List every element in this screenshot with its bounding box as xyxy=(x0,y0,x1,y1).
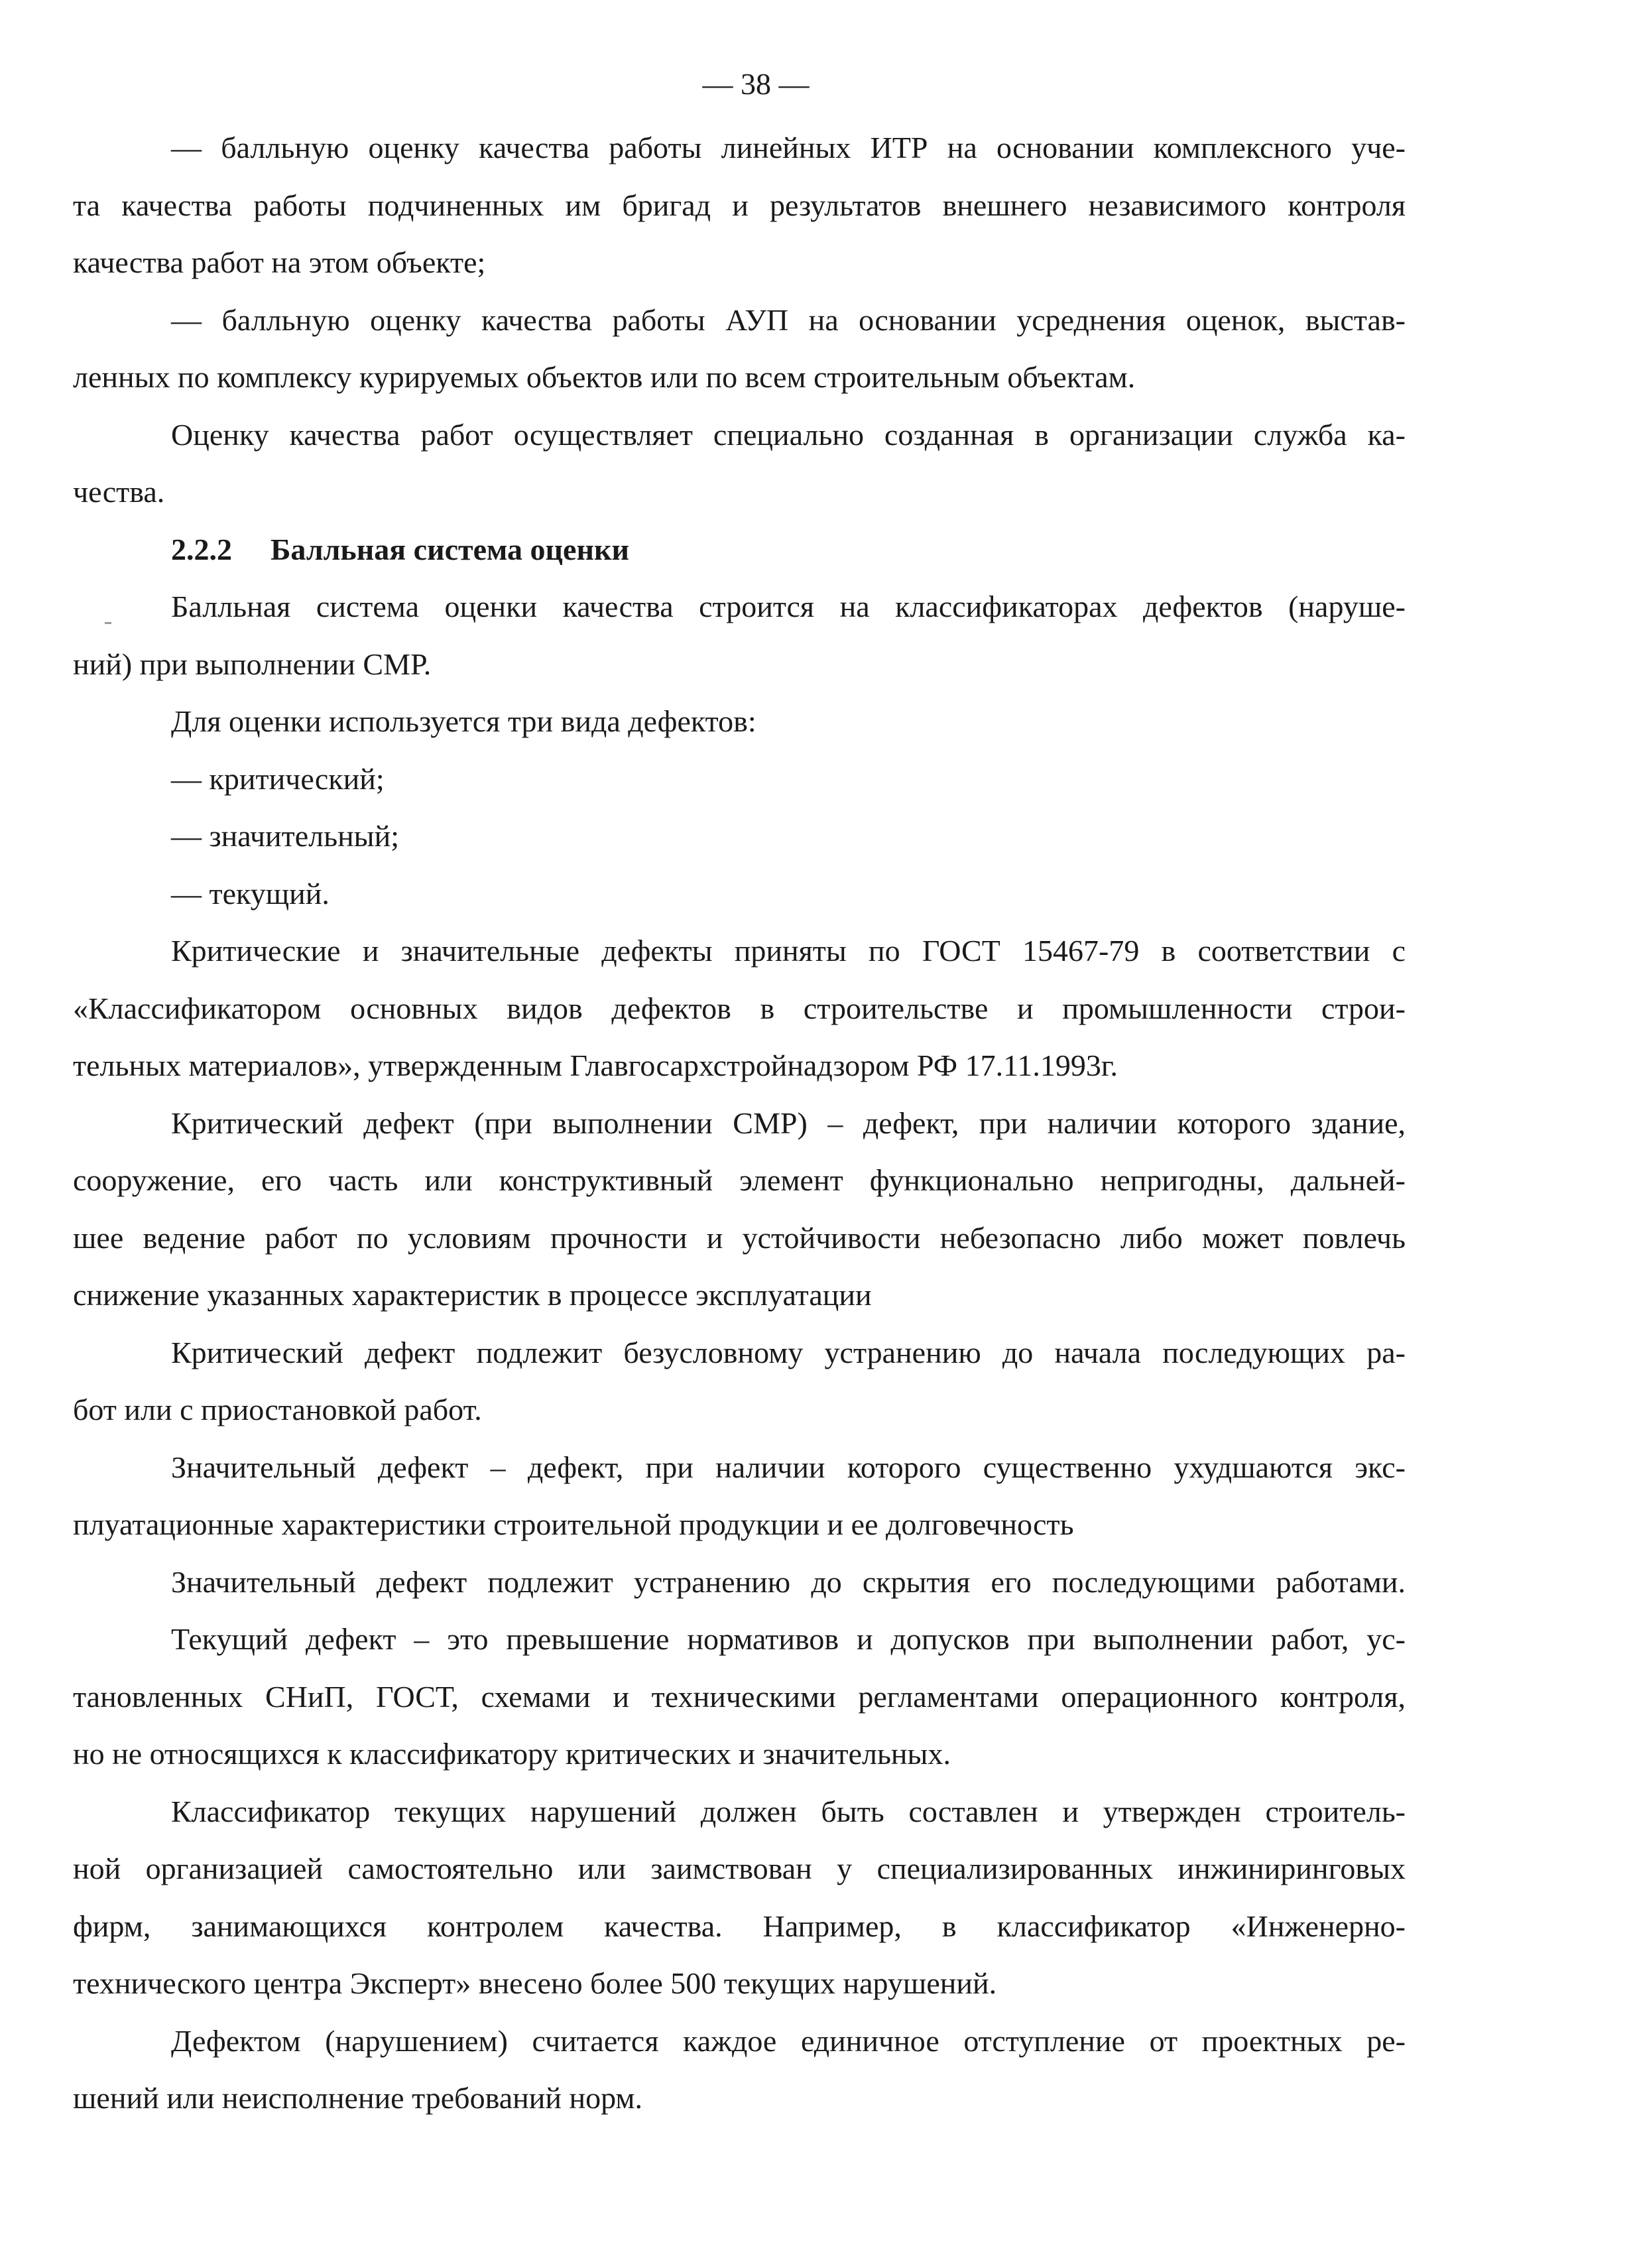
text-line: технического центра Эксперт» внесено более 500 текущих нарушений. xyxy=(73,1966,997,2000)
list-item: — критический; xyxy=(171,761,385,796)
text-line: Классификатор текущих нарушений должен быть составлен и утвержден строитель- xyxy=(171,1794,1406,1828)
text-line: чества. xyxy=(73,475,165,509)
list-item: — текущий. xyxy=(171,876,330,911)
text-line: снижение указанных характеристик в процессе эксплуатации xyxy=(73,1278,872,1312)
page-number: — 38 — xyxy=(702,67,810,101)
text-line: Оценку качества работ осуществляет специально созданная в организации служба ка- xyxy=(171,417,1406,452)
text-line: ний) при выполнении СМР. xyxy=(73,647,432,681)
text-line: качества работ на этом объекте; xyxy=(73,245,486,279)
text-line: Значительный дефект – дефект, при наличии которого существенно ухудшаются экс- xyxy=(171,1450,1406,1484)
text-line: тановленных СНиП, ГОСТ, схемами и техническими регламентами операционного контроля, xyxy=(73,1679,1406,1714)
text-line: Критический дефект (при выполнении СМР) – дефект, при наличии которого здание, xyxy=(171,1105,1406,1140)
text-line: та качества работы подчиненных им бригад и результатов внешнего независимого контроля xyxy=(73,188,1406,222)
text-line: Дефектом (нарушением) считается каждое единичное отступление от проектных ре- xyxy=(171,2023,1406,2058)
text-line: шее ведение работ по условиям прочности и устойчивости небезопасно либо может повлечь xyxy=(73,1220,1406,1255)
text-line: Текущий дефект – это превышение нормативов и допусков при выполнении работ, ус- xyxy=(171,1622,1406,1656)
text-line: фирм, занимающихся контролем качества. Например, в классификатор «Инженерно- xyxy=(73,1909,1406,1943)
text-line: ленных по комплексу курируемых объектов или по всем строительным объектам. xyxy=(73,360,1136,394)
text-line: но не относящихся к классификатору критических и значительных. xyxy=(73,1737,951,1771)
text-line: — балльную оценку качества работы линейных ИТР на основании комплексного уче- xyxy=(171,131,1406,164)
text-line: Балльная система оценки качества строится на классификаторах дефектов (наруше- xyxy=(171,590,1406,623)
section-title: Балльная система оценки xyxy=(271,532,629,566)
text-line: Критические и значительные дефекты приняты по ГОСТ 15467-79 в соответствии с xyxy=(171,934,1406,968)
document-body xyxy=(73,119,1406,2127)
section-heading xyxy=(73,521,1406,579)
text-line: сооружение, его часть или конструктивный элемент функционально непригодны, дальней- xyxy=(73,1163,1406,1197)
list-item: — значительный; xyxy=(171,819,399,853)
text-line: плуатационные характеристики строительной продукции и ее долговечность xyxy=(73,1507,1074,1541)
text-line: Для оценки используется три вида дефектов: xyxy=(171,704,756,738)
section-number: 2.2.2 xyxy=(171,532,232,566)
text-line: ной организацией самостоятельно или заимствован у специализированных инжиниринговых xyxy=(73,1852,1406,1885)
text-line: «Классификатором основных видов дефектов в строительстве и промышленности строи- xyxy=(73,991,1406,1025)
text-line: бот или с приостановкой работ. xyxy=(73,1393,482,1426)
text-line: шений или неисполнение требований норм. xyxy=(73,2081,642,2115)
text-line: — балльную оценку качества работы АУП на основании усреднения оценок, выстав- xyxy=(171,302,1406,337)
text-line: Критический дефект подлежит безусловному устранению до начала последующих ра- xyxy=(171,1335,1406,1369)
text-line: Значительный дефект подлежит устранению до скрытия его последующими работами. xyxy=(171,1564,1406,1599)
text-line: тельных материалов», утвержденным Главгосархстройнадзором РФ 17.11.1993г. xyxy=(73,1048,1118,1082)
